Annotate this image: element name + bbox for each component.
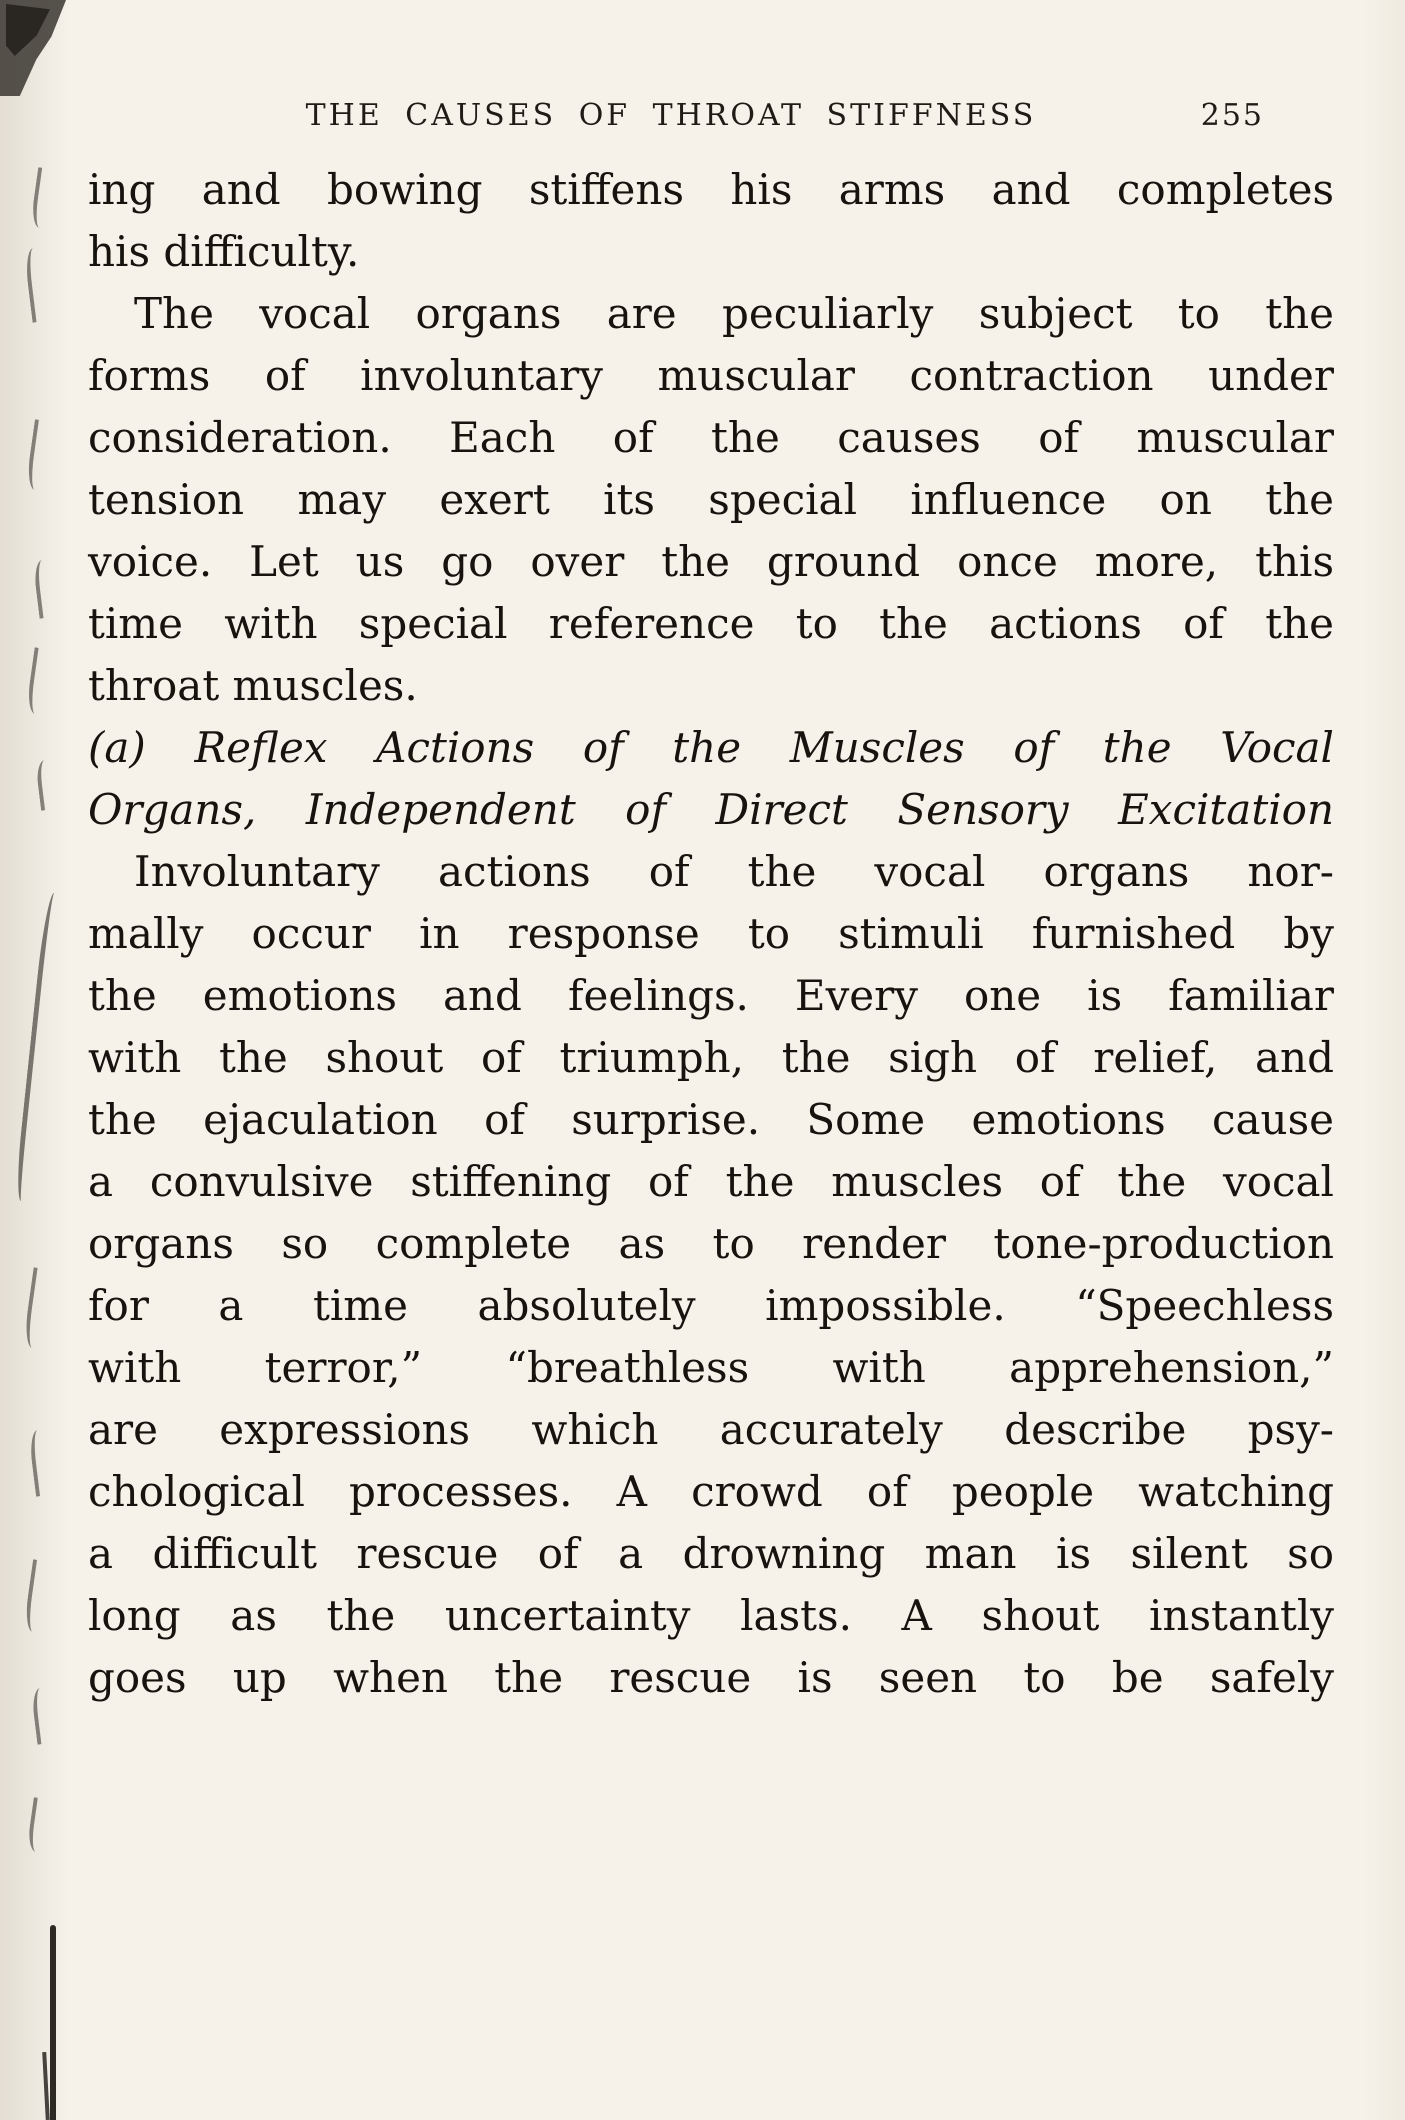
paragraph bbox=[88, 283, 1334, 717]
scan-mark bbox=[28, 1429, 52, 1496]
text-line: consideration. Each of the causes of muscular bbox=[88, 413, 1334, 462]
page-title: THE CAUSES OF THROAT STIFFNESS bbox=[305, 98, 1037, 133]
text-line: long as the uncertainty lasts. A shout instantly bbox=[88, 1591, 1334, 1640]
text-line: his difficulty. bbox=[88, 227, 360, 276]
text-line: a convulsive stiffening of the muscles of the vocal bbox=[88, 1157, 1334, 1206]
page-number: 255 bbox=[1200, 98, 1264, 133]
scan-corner-blob bbox=[0, 0, 66, 96]
text-line: chological processes. A crowd of people watching bbox=[88, 1467, 1334, 1516]
scan-mark bbox=[26, 1797, 49, 1853]
scan-mark bbox=[30, 167, 54, 229]
scan-mark bbox=[33, 559, 56, 619]
scan-mark bbox=[23, 1267, 50, 1348]
page-content bbox=[88, 98, 1334, 1709]
scan-mark bbox=[25, 647, 50, 715]
text-line: The vocal organs are peculiarly subject to the bbox=[134, 289, 1334, 338]
scan-mark bbox=[35, 759, 57, 811]
text-line: organs so complete as to render tone-production bbox=[88, 1219, 1334, 1268]
scan-mark bbox=[14, 892, 62, 1202]
text-line: throat muscles. bbox=[88, 661, 418, 710]
text-line: the ejaculation of surprise. Some emotions cause bbox=[88, 1095, 1334, 1144]
text-line: goes up when the rescue is seen to be safely bbox=[88, 1653, 1334, 1702]
section-heading bbox=[88, 717, 1334, 841]
text-line: voice. Let us go over the ground once more, this bbox=[88, 537, 1334, 586]
text-line: for a time absolutely impossible. “Speechless bbox=[88, 1281, 1334, 1330]
text-line: a difficult rescue of a drowning man is silent so bbox=[88, 1529, 1334, 1578]
text-line: time with special reference to the actions of the bbox=[88, 599, 1334, 648]
text-line: the emotions and feelings. Every one is familiar bbox=[88, 971, 1334, 1020]
scan-edge-line bbox=[42, 2052, 50, 2120]
text-line: Organs, Independent of Direct Sensory Excitation bbox=[88, 785, 1334, 834]
text-line: with the shout of triumph, the sigh of relief, and bbox=[88, 1033, 1334, 1082]
text-line: are expressions which accurately describe psy- bbox=[88, 1405, 1334, 1454]
running-head bbox=[88, 98, 1334, 133]
paragraph bbox=[88, 841, 1334, 1709]
scan-corner-blob-inner bbox=[6, 4, 50, 56]
text-line: forms of involuntary muscular contraction under bbox=[88, 351, 1334, 400]
text-line: Involuntary actions of the vocal organs nor- bbox=[134, 847, 1334, 896]
paragraph bbox=[88, 159, 1334, 283]
scan-mark bbox=[31, 1687, 54, 1745]
text-line: mally occur in response to stimuli furnished by bbox=[88, 909, 1334, 958]
text-line: ing and bowing stiffens his arms and completes bbox=[88, 165, 1334, 214]
text-line: with terror,” “breathless with apprehension,” bbox=[88, 1343, 1334, 1392]
scan-mark bbox=[23, 1559, 49, 1633]
scan-edge-line bbox=[50, 1925, 56, 2120]
text-line: tension may exert its special influence on the bbox=[88, 475, 1334, 524]
text-line: (a) Reflex Actions of the Muscles of the Vocal bbox=[88, 723, 1334, 772]
scan-mark bbox=[25, 419, 51, 491]
text-block bbox=[88, 159, 1334, 1709]
scan-mark bbox=[24, 247, 49, 322]
